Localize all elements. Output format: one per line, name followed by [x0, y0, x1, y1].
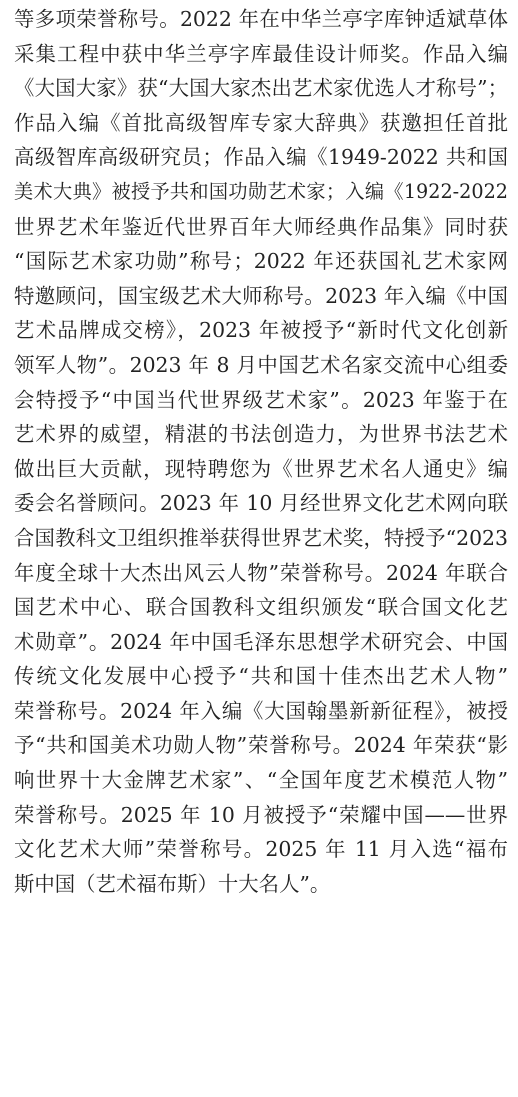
text-line: 合国教科文卫组织推举获得世界艺术奖，特授予“2023 [14, 525, 508, 550]
text-line: 特邀顾问，国宝级艺术大师称号。2023 年入编《中国 [14, 283, 508, 308]
text-line: 艺术界的威望，精湛的书法创造力，为世界书法艺术 [14, 422, 508, 447]
text-line: 响世界十大金牌艺术家”、“全国年度艺术模范人物” [14, 768, 508, 793]
text-line: 领军人物”。2023 年 8 月中国艺术名家交流中心组委 [14, 352, 508, 377]
text-line: 高级智库高级研究员；作品入编《1949-2022 共和国 [14, 145, 508, 170]
text-line: 予“共和国美术功勋人物”荣誉称号。2024 年荣获“影 [14, 733, 508, 758]
text-line: 国艺术中心、联合国教科文组织颁发“联合国文化艺 [14, 595, 508, 620]
text-line: 文化艺术大师”荣誉称号。2025 年 11 月入选“福布 [14, 837, 508, 862]
text-line: “国际艺术家功勋”称号；2022 年还获国礼艺术家网 [14, 249, 508, 274]
text-line: 术勋章”。2024 年中国毛泽东思想学术研究会、中国 [14, 629, 508, 654]
text-line: 委会名誉顾问。2023 年 10 月经世界文化艺术网向联 [14, 491, 508, 516]
article-body [14, 2, 508, 901]
text-line: 艺术品牌成交榜》，2023 年被授予“新时代文化创新 [14, 318, 508, 343]
text-line: 年度全球十大杰出风云人物”荣誉称号。2024 年联合 [14, 560, 508, 585]
text-line: 荣誉称号。2024 年入编《大国翰墨新新征程》，被授 [14, 698, 508, 723]
text-line: 斯中国（艺术福布斯）十大名人”。 [14, 871, 331, 896]
text-line: 《大国大家》获“大国大家杰出艺术家优选人才称号”； [14, 76, 508, 101]
text-line: 会特授予“中国当代世界级艺术家”。2023 年鉴于在 [14, 387, 508, 412]
text-line: 美术大典》被授予共和国功勋艺术家；入编《1922-2022 [14, 179, 508, 203]
text-line: 世界艺术年鉴近代世界百年大师经典作品集》同时获 [14, 214, 508, 239]
text-line: 等多项荣誉称号。2022 年在中华兰亭字库钟适斌草体 [14, 7, 508, 31]
text-line: 采集工程中获中华兰亭字库最佳设计师奖。作品入编 [14, 41, 508, 66]
text-line: 传统文化发展中心授予“共和国十佳杰出艺术人物” [14, 664, 508, 689]
text-line: 做出巨大贡献，现特聘您为《世界艺术名人通史》编 [14, 456, 508, 481]
text-line: 作品入编《首批高级智库专家大辞典》获邀担任首批 [14, 110, 508, 135]
text-line: 荣誉称号。2025 年 10 月被授予“荣耀中国——世界 [14, 802, 508, 827]
